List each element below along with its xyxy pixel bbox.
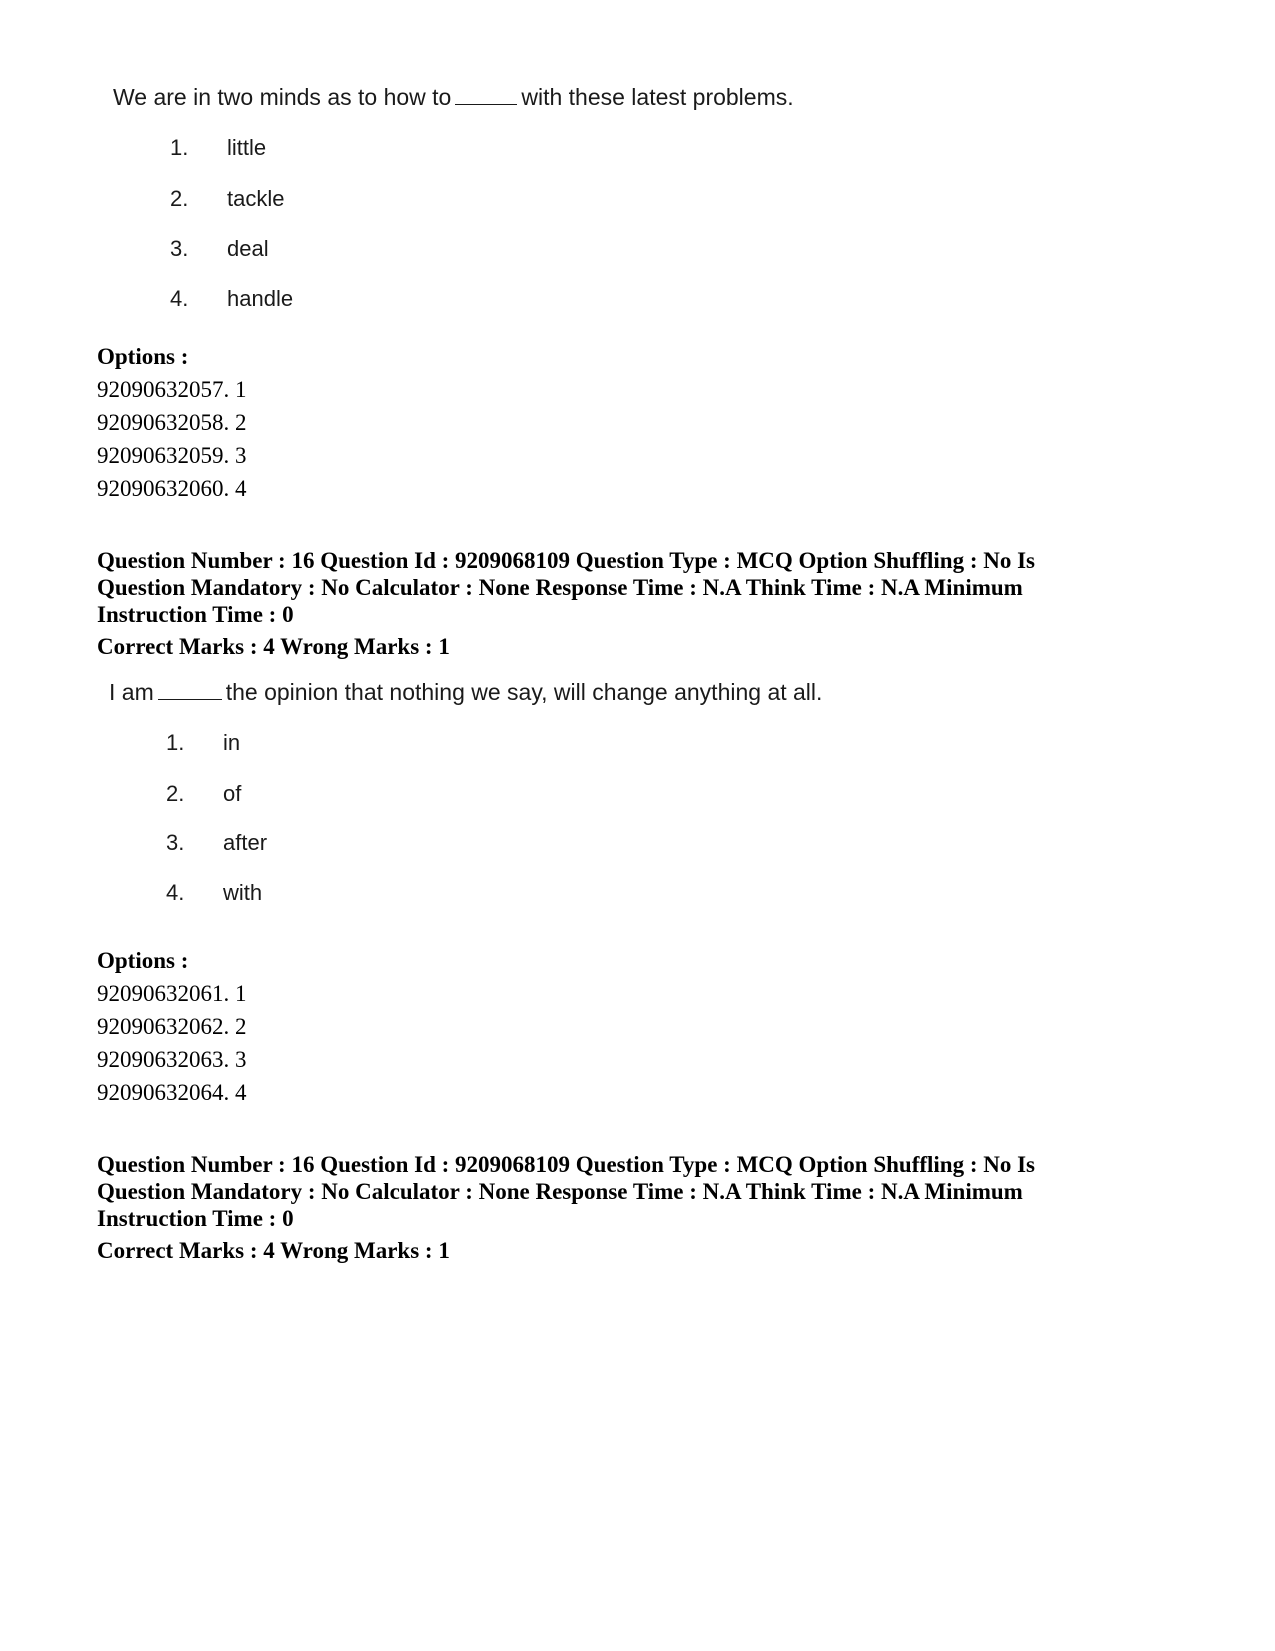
option-item: 92090632060. 4 [97,476,247,501]
question-meta-line3: Instruction Time : 0 [97,1206,294,1231]
question-marks: Correct Marks : 4 Wrong Marks : 1 [97,634,450,659]
choice-text: deal [227,236,269,261]
question-text-before: We are in two minds as to how to [113,84,452,110]
question-meta-line3: Instruction Time : 0 [97,602,294,627]
option-item: 92090632057. 1 [97,377,247,402]
choice-number: 4. [170,286,189,311]
choice-number: 2. [170,186,189,211]
question-meta-line2: Question Mandatory : No Calculator : None Response Time : N.A Think Time : N.A Minimum [97,1179,1023,1204]
choice-text: after [223,830,268,855]
choice-text: tackle [227,186,285,211]
question-meta-line2: Question Mandatory : No Calculator : None Response Time : N.A Think Time : N.A Minimum [97,575,1023,600]
question-meta-line1: Question Number : 16 Question Id : 9209068109 Question Type : MCQ Option Shuffling : No Is [97,548,1036,573]
option-item: 92090632058. 2 [97,410,247,435]
question-text [113,84,794,111]
option-item: 92090632061. 1 [97,981,247,1006]
question-text-before: I am [109,679,154,705]
choice-text: handle [227,286,294,311]
choice-text: little [227,135,267,160]
question-marks: Correct Marks : 4 Wrong Marks : 1 [97,1238,450,1263]
choice-number: 2. [166,781,185,806]
option-item: 92090632064. 4 [97,1080,247,1105]
choice-number: 1. [170,135,189,160]
question-text-after: with these latest problems. [521,84,794,110]
question-meta-line1: Question Number : 16 Question Id : 9209068109 Question Type : MCQ Option Shuffling : No Is [97,1152,1036,1177]
choice-number: 3. [170,236,189,261]
options-label: Options : [97,948,189,973]
question-text [109,679,822,706]
option-item: 92090632062. 2 [97,1014,247,1039]
choice-text: with [223,880,263,905]
choice-number: 3. [166,830,185,855]
answer-blank [455,86,517,105]
choice-number: 1. [166,730,185,755]
choice-text: in [223,730,241,755]
option-item: 92090632063. 3 [97,1047,247,1072]
answer-blank [158,681,222,700]
option-item: 92090632059. 3 [97,443,247,468]
choice-number: 4. [166,880,185,905]
choice-text: of [223,781,242,806]
options-label: Options : [97,344,189,369]
question-text-after: the opinion that nothing we say, will change anything at all. [225,679,823,705]
